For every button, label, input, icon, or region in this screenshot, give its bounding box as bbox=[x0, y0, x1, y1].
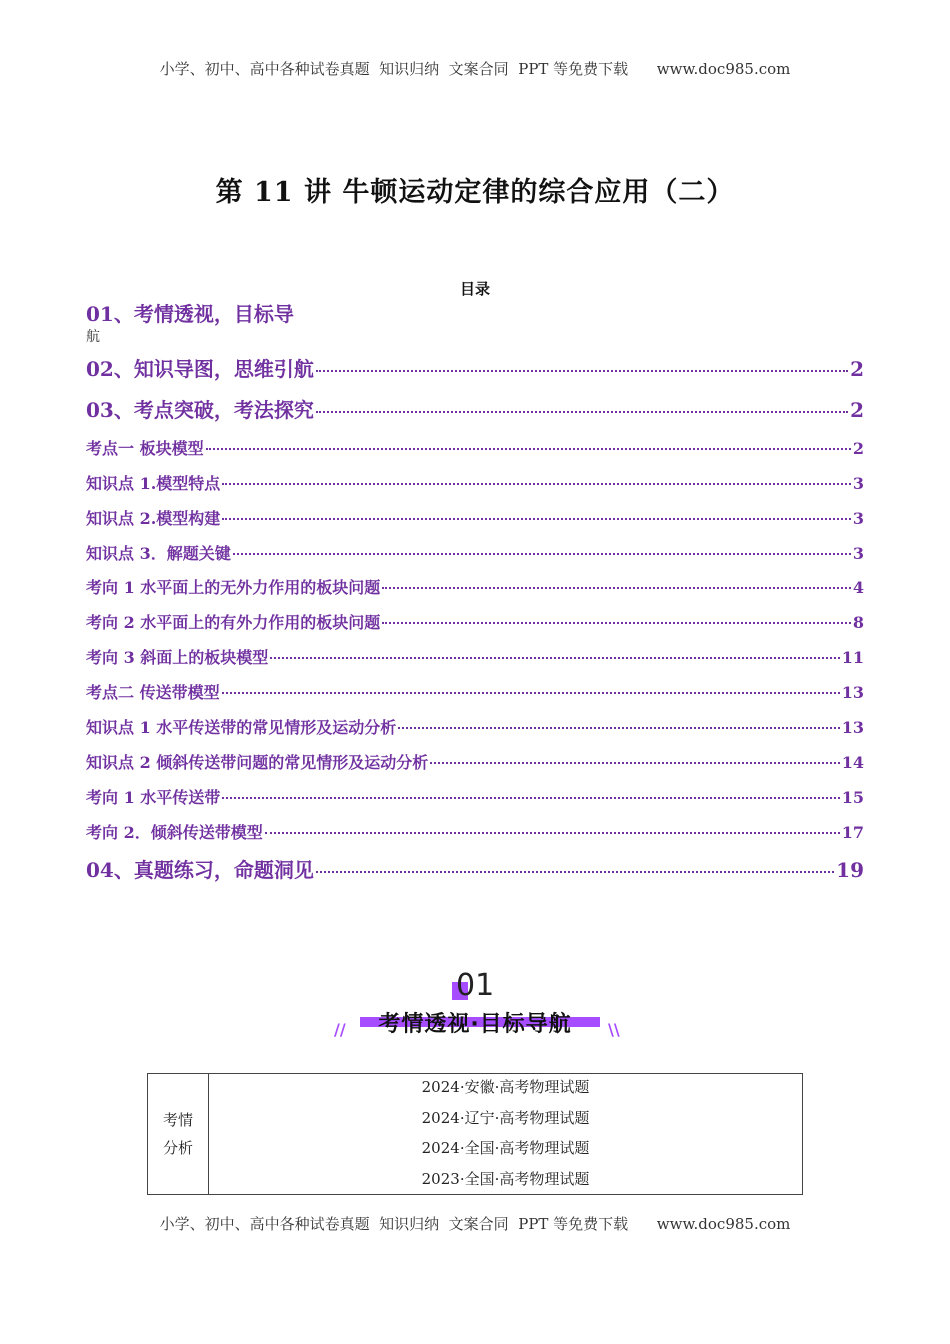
toc-entry[interactable] bbox=[86, 854, 864, 883]
toc-entry-page: 3 bbox=[852, 544, 864, 563]
toc-entry-page: 2 bbox=[852, 439, 864, 458]
banner-slash-left-icon: // bbox=[334, 1020, 346, 1039]
toc-entry-label: 考向 2．倾斜传送带模型 bbox=[86, 823, 263, 842]
toc-leader-dots bbox=[430, 762, 839, 764]
toc-leader-dots bbox=[222, 483, 851, 485]
toc-entry-label: 考点一 板块模型 bbox=[86, 439, 204, 458]
toc-entry-page: 11 bbox=[841, 648, 864, 667]
toc-leader-dots bbox=[222, 797, 839, 799]
toc-entry-page: 2 bbox=[850, 357, 864, 381]
toc-heading: 目录 bbox=[459, 280, 490, 298]
toc-entry-label: 知识点 2 倾斜传送带问题的常见情形及运动分析 bbox=[86, 753, 429, 772]
toc-entry-label: 考向 3 斜面上的板块模型 bbox=[86, 648, 269, 667]
toc-entry[interactable] bbox=[86, 353, 864, 382]
toc-entry-01[interactable]: 01、考情透视，目标导 bbox=[86, 302, 294, 326]
toc-entry-label: 02、知识导图，思维引航 bbox=[86, 357, 314, 381]
toc-entry[interactable] bbox=[86, 541, 864, 564]
exam-source: 2024·全国·高考物理试题 bbox=[421, 1139, 590, 1157]
toc-leader-dots bbox=[316, 370, 848, 372]
toc-entry-page: 17 bbox=[841, 823, 864, 842]
page-footer: 小学、初中、高中各种试卷真题 知识归纳 文案合同 PPT 等免费下载 www.doc985.com bbox=[159, 1215, 791, 1233]
toc-entry-page: 3 bbox=[852, 474, 864, 493]
toc-entry-page: 3 bbox=[852, 509, 864, 528]
document-title: 第 11 讲 牛顿运动定律的综合应用（二） bbox=[215, 177, 735, 208]
toc-leader-dots bbox=[222, 518, 851, 520]
toc-entry[interactable] bbox=[86, 506, 864, 529]
table-label-line-1: 考情 bbox=[162, 1111, 193, 1129]
toc-leader-dots bbox=[382, 622, 851, 624]
toc-entry-label: 知识点 1.模型特点 bbox=[86, 474, 221, 493]
toc-entry-label: 知识点 3．解题关键 bbox=[86, 544, 231, 563]
toc-leader-dots bbox=[382, 587, 851, 589]
toc-entry-label: 04、真题练习，命题洞见 bbox=[86, 858, 314, 882]
toc-entry[interactable] bbox=[86, 394, 864, 423]
toc-leader-dots bbox=[270, 657, 839, 659]
toc-entry[interactable] bbox=[86, 610, 864, 633]
banner-slash-right-icon: \\ bbox=[608, 1020, 620, 1039]
toc-entry-page: 13 bbox=[841, 683, 864, 702]
toc-entry[interactable] bbox=[86, 750, 864, 773]
toc-entry[interactable] bbox=[86, 785, 864, 808]
toc-entry-page: 19 bbox=[836, 858, 864, 882]
toc-leader-dots bbox=[398, 727, 839, 729]
toc-entry[interactable] bbox=[86, 820, 864, 843]
table-label-cell bbox=[148, 1074, 209, 1194]
section-title: 考情透视·目标导航 bbox=[378, 1012, 572, 1037]
toc-leader-dots bbox=[316, 411, 848, 413]
toc-entry[interactable] bbox=[86, 645, 864, 668]
toc-entry-label: 考点二 传送带模型 bbox=[86, 683, 220, 702]
exam-source: 2024·安徽·高考物理试题 bbox=[421, 1078, 590, 1096]
toc-entry-label: 知识点 2.模型构建 bbox=[86, 509, 221, 528]
toc-entry-page: 8 bbox=[852, 613, 864, 632]
toc-entry-page: 14 bbox=[841, 753, 864, 772]
toc-entry[interactable] bbox=[86, 680, 864, 703]
toc-leader-dots bbox=[233, 553, 851, 555]
table-label-line-2: 分析 bbox=[162, 1139, 193, 1157]
table-sources-cell bbox=[209, 1074, 802, 1194]
toc-leader-dots bbox=[222, 692, 840, 694]
section-banner bbox=[0, 965, 950, 1045]
toc-entry[interactable] bbox=[86, 436, 864, 459]
toc-entry-page: 15 bbox=[841, 788, 864, 807]
toc-entry-01-wrap: 航 bbox=[86, 329, 100, 345]
toc-leader-dots bbox=[206, 448, 851, 450]
toc-entry-page: 13 bbox=[841, 718, 864, 737]
toc-entry[interactable] bbox=[86, 575, 864, 598]
toc-leader-dots bbox=[265, 832, 840, 834]
toc-entry-page: 4 bbox=[852, 578, 864, 597]
toc-entry-label: 03、考点突破，考法探究 bbox=[86, 398, 314, 422]
toc-entry-label: 考向 1 水平面上的无外力作用的板块问题 bbox=[86, 578, 381, 597]
exam-source: 2023·全国·高考物理试题 bbox=[421, 1169, 590, 1188]
page-header: 小学、初中、高中各种试卷真题 知识归纳 文案合同 PPT 等免费下载 www.doc985.com bbox=[159, 60, 791, 78]
toc-leader-dots bbox=[316, 871, 834, 873]
toc-entry[interactable] bbox=[86, 471, 864, 494]
toc-entry-label: 考向 2 水平面上的有外力作用的板块问题 bbox=[86, 613, 381, 632]
exam-analysis-table bbox=[147, 1073, 803, 1195]
toc-entry-page: 2 bbox=[850, 398, 864, 422]
toc-entry[interactable] bbox=[86, 715, 864, 738]
toc-entry-label: 知识点 1 水平传送带的常见情形及运动分析 bbox=[86, 718, 397, 737]
section-number: 01 bbox=[456, 968, 495, 1003]
toc-entry-label: 考向 1 水平传送带 bbox=[86, 788, 221, 807]
exam-source: 2024·辽宁·高考物理试题 bbox=[421, 1108, 590, 1127]
